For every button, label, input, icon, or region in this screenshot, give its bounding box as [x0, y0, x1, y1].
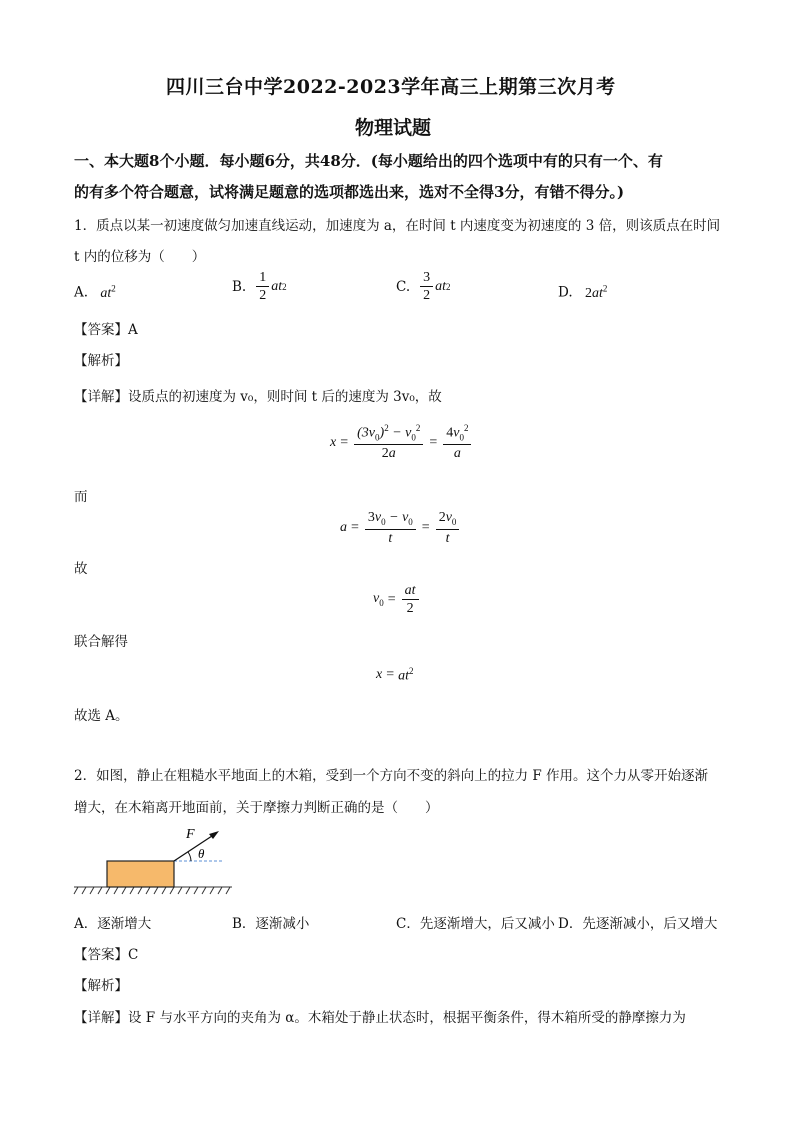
q2-stem-line1: 2．如图，静止在粗糙水平地面上的木箱，受到一个方向不变的斜向上的拉力 F 作用。这个力从零开始逐渐	[74, 768, 709, 784]
ground-hatching	[74, 887, 232, 894]
q2-figure-box-diagram	[70, 824, 240, 899]
angle-label: θ	[198, 846, 205, 861]
q2-option-a: A．逐渐增大	[74, 916, 152, 932]
q2-answer: 【答案】C	[74, 947, 139, 963]
q1-stem-line1: 1．质点以某一初速度做匀加速直线运动，加速度为 a，在时间 t 内速度变为初速度的 3 倍，则该质点在时间	[74, 218, 721, 234]
q1-option-c: C. $\frac{3}{2}$ at 2	[396, 270, 451, 304]
wooden-box	[107, 861, 174, 887]
q2-option-c: C．先逐渐增大，后又减小	[396, 916, 555, 932]
q1-option-b: B. $\frac{1}{2}$ at 2	[232, 270, 287, 304]
section-instructions-line1: 一、本大题8个小题．每小题6分，共48分．(每小题给出的四个选项中有的只有一个、有	[74, 152, 663, 170]
q1-analysis: 【解析】	[74, 353, 128, 369]
q1-option-a: A. $at^2$	[74, 283, 116, 301]
q1-option-c-label: C.	[396, 278, 411, 295]
q2-detail: 【详解】设 F 与水平方向的夹角为 α。木箱处于静止状态时，根据平衡条件，得木箱所受的静摩擦力为	[74, 1010, 686, 1026]
q1-option-d: D. $2at^2$	[558, 283, 608, 301]
q1-option-a-label: A.	[74, 284, 89, 301]
q1-conclusion: 故选 A。	[74, 708, 129, 724]
q1-equation-2: a = $\frac{3v_0 - v_0}{t}$ = $\frac{2v_0}{t}$	[340, 510, 461, 546]
q2-analysis: 【解析】	[74, 978, 128, 994]
q1-option-d-label: D.	[558, 284, 573, 301]
q2-option-b: B．逐渐减小	[232, 916, 310, 932]
angle-arc	[188, 852, 191, 861]
force-arrowhead	[209, 831, 219, 839]
q1-equation-1: x = $\frac{(3v_0)^2 - v_0^2}{2a}$ = $\frac{4v_0^2}{a}$	[330, 424, 473, 462]
section-instructions-line2: 的有多个符合题意，试将满足题意的选项都选出来，选对不全得3分，有错不得分。)	[74, 183, 625, 201]
subject-title: 物理试题	[355, 117, 432, 139]
force-label: F	[186, 827, 195, 842]
q1-stem-line2: t 内的位移为（ ）	[74, 249, 206, 265]
q1-option-b-label: B.	[232, 278, 247, 295]
q2-option-d: D．先逐渐减小，后又增大	[558, 916, 718, 932]
q1-word-lianhe: 联合解得	[74, 634, 128, 650]
q1-word-gu: 故	[74, 561, 88, 577]
q1-answer: 【答案】A	[74, 322, 138, 338]
q1-word-er: 而	[74, 489, 88, 505]
document-title: 四川三台中学2022-2023学年高三上期第三次月考	[166, 76, 616, 98]
q1-equation-4: x = $at^2$	[376, 666, 414, 684]
q1-detail: 【详解】设质点的初速度为 v₀，则时间 t 后的速度为 3v₀，故	[74, 389, 442, 405]
q2-stem-line2: 增大，在木箱离开地面前，关于摩擦力判断正确的是（ ）	[74, 800, 439, 816]
q1-equation-3: $v_0$ = $\frac{at}{2}$	[373, 583, 421, 617]
